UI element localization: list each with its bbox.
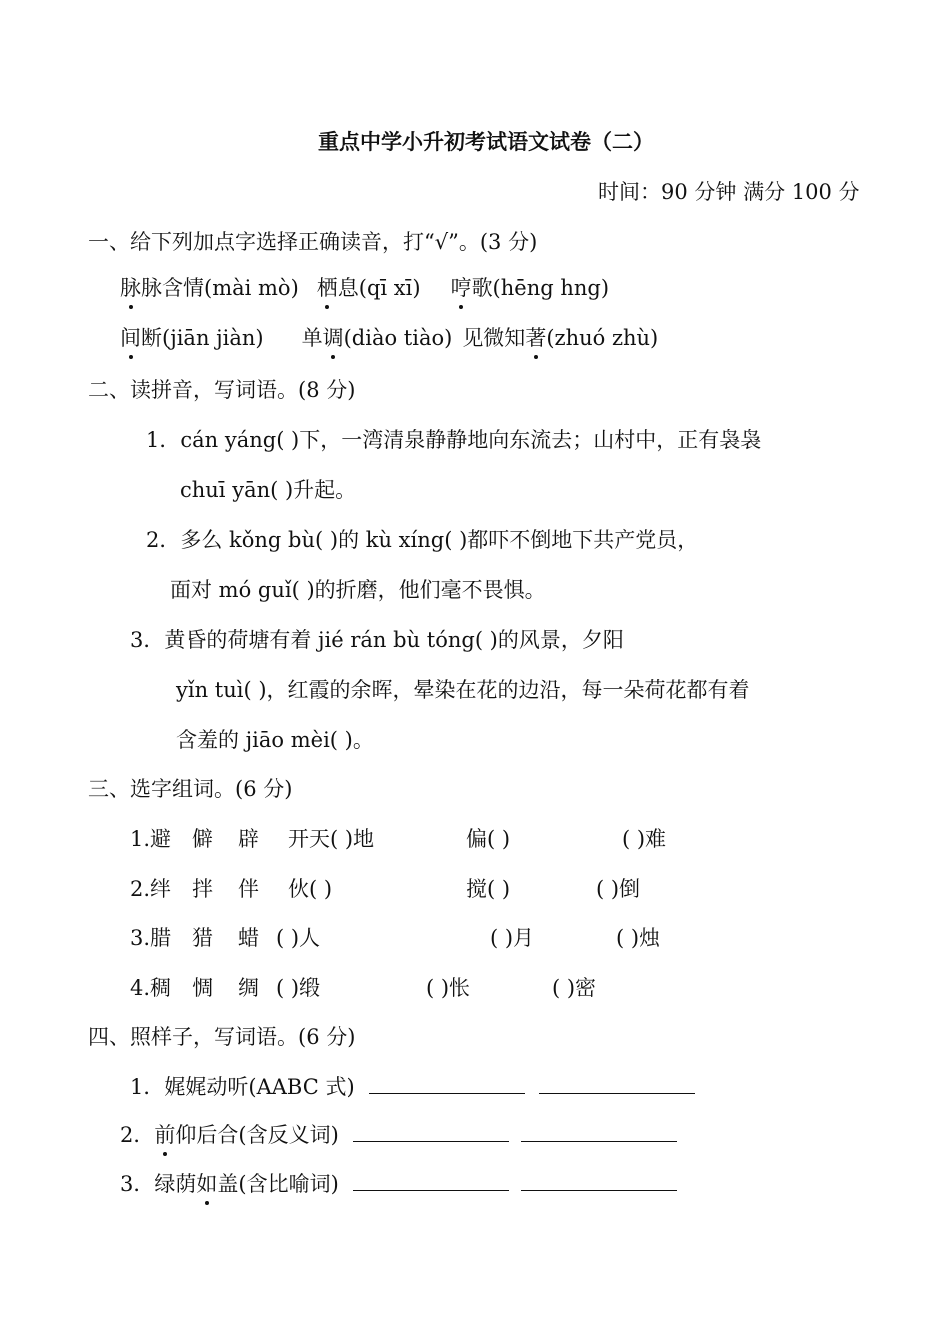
- section-4-heading: 四、照样子，写词语。(6 分): [88, 1025, 356, 1049]
- answer-blank[interactable]: [353, 1121, 509, 1142]
- dotted-char: 脉: [120, 276, 141, 300]
- s3-word: 开天( )地: [288, 827, 375, 851]
- s3-char: 1.避: [130, 827, 172, 851]
- dotted-char: 间: [120, 326, 141, 350]
- dotted-char: 栖: [316, 276, 338, 300]
- s3-word: 伙( ): [288, 877, 333, 901]
- s2-line-1: 1．cán yáng( )下，一湾清泉静静地向东流去；山村中，正有袅袅: [146, 428, 762, 452]
- s3-word: ( )倒: [596, 877, 641, 901]
- page-title: 重点中学小升初考试语文试卷（二）: [318, 130, 654, 154]
- s4-item-3: 3．绿荫如盖(含比喻词): [120, 1170, 677, 1198]
- s1-item: 见微知著(zhuó zhù): [462, 326, 659, 350]
- answer-blank[interactable]: [369, 1073, 525, 1094]
- dotted-char: 前: [154, 1123, 176, 1147]
- s1-item: 脉脉含情(mài mò): [120, 276, 299, 300]
- s3-word: ( )烛: [616, 926, 661, 950]
- s4-item-2: 2．前仰后合(含反义词): [120, 1121, 677, 1149]
- s2-line-6: yǐn tuì( )，红霞的余晖，晕染在花的边沿，每一朵荷花都有着: [176, 678, 750, 702]
- dotted-char: 哼: [450, 276, 472, 300]
- s3-char: 3.腊: [130, 926, 172, 950]
- answer-blank[interactable]: [539, 1073, 695, 1094]
- s3-char: 2.绊: [130, 877, 172, 901]
- s3-char: 惆: [192, 976, 213, 1000]
- s3-word: ( )密: [552, 976, 597, 1000]
- s2-line-3: 2．多么 kǒng bù( )的 kù xíng( )都吓不倒地下共产党员，: [146, 528, 699, 552]
- s1-item: 单调(diào tiào): [301, 326, 453, 350]
- dotted-char: 如: [196, 1172, 218, 1196]
- exam-meta: 时间：90 分钟 满分 100 分: [598, 180, 860, 204]
- s3-char: 辟: [238, 827, 259, 851]
- s1-row-1: [120, 274, 609, 302]
- s3-char: 绸: [238, 976, 259, 1000]
- s2-line-5: 3．黄昏的荷塘有着 jié rán bù tóng( )的风景，夕阳: [130, 628, 624, 652]
- section-2-heading: 二、读拼音，写词语。(8 分): [88, 378, 356, 402]
- dotted-char: 调: [322, 326, 344, 350]
- s2-line-7: 含羞的 jiāo mèi( )。: [176, 728, 374, 752]
- s3-word: ( )月: [490, 926, 535, 950]
- answer-blank[interactable]: [521, 1170, 677, 1191]
- s1-item: 栖息(qī xī): [316, 276, 421, 300]
- s3-word: ( )怅: [426, 976, 471, 1000]
- s4-item-1: 1．娓娓动听(AABC 式): [130, 1073, 695, 1101]
- answer-blank[interactable]: [521, 1121, 677, 1142]
- s3-char: 猎: [192, 926, 213, 950]
- section-3-heading: 三、选字组词。(6 分): [88, 777, 293, 801]
- s3-word: ( )缎: [276, 976, 321, 1000]
- section-1-heading: 一、给下列加点字选择正确读音，打“√”。(3 分): [88, 230, 538, 254]
- s1-row-2: [120, 324, 658, 352]
- s3-word: ( )难: [622, 827, 667, 851]
- dotted-char: 著: [525, 326, 547, 350]
- s3-char: 拌: [192, 877, 213, 901]
- s2-line-2: chuī yān( )升起。: [180, 478, 357, 502]
- s3-char: 4.稠: [130, 976, 172, 1000]
- s3-word: ( )人: [276, 926, 321, 950]
- s3-word: 搅( ): [466, 877, 511, 901]
- s1-item: 哼歌(hēng hng): [450, 276, 610, 300]
- s3-char: 僻: [192, 827, 213, 851]
- answer-blank[interactable]: [353, 1170, 509, 1191]
- s3-word: 偏( ): [466, 827, 511, 851]
- s1-item: 间断(jiān jiàn): [120, 326, 264, 350]
- s2-line-4: 面对 mó guǐ( )的折磨，他们毫不畏惧。: [170, 578, 546, 602]
- s3-char: 蜡: [238, 926, 259, 950]
- s3-char: 伴: [238, 877, 259, 901]
